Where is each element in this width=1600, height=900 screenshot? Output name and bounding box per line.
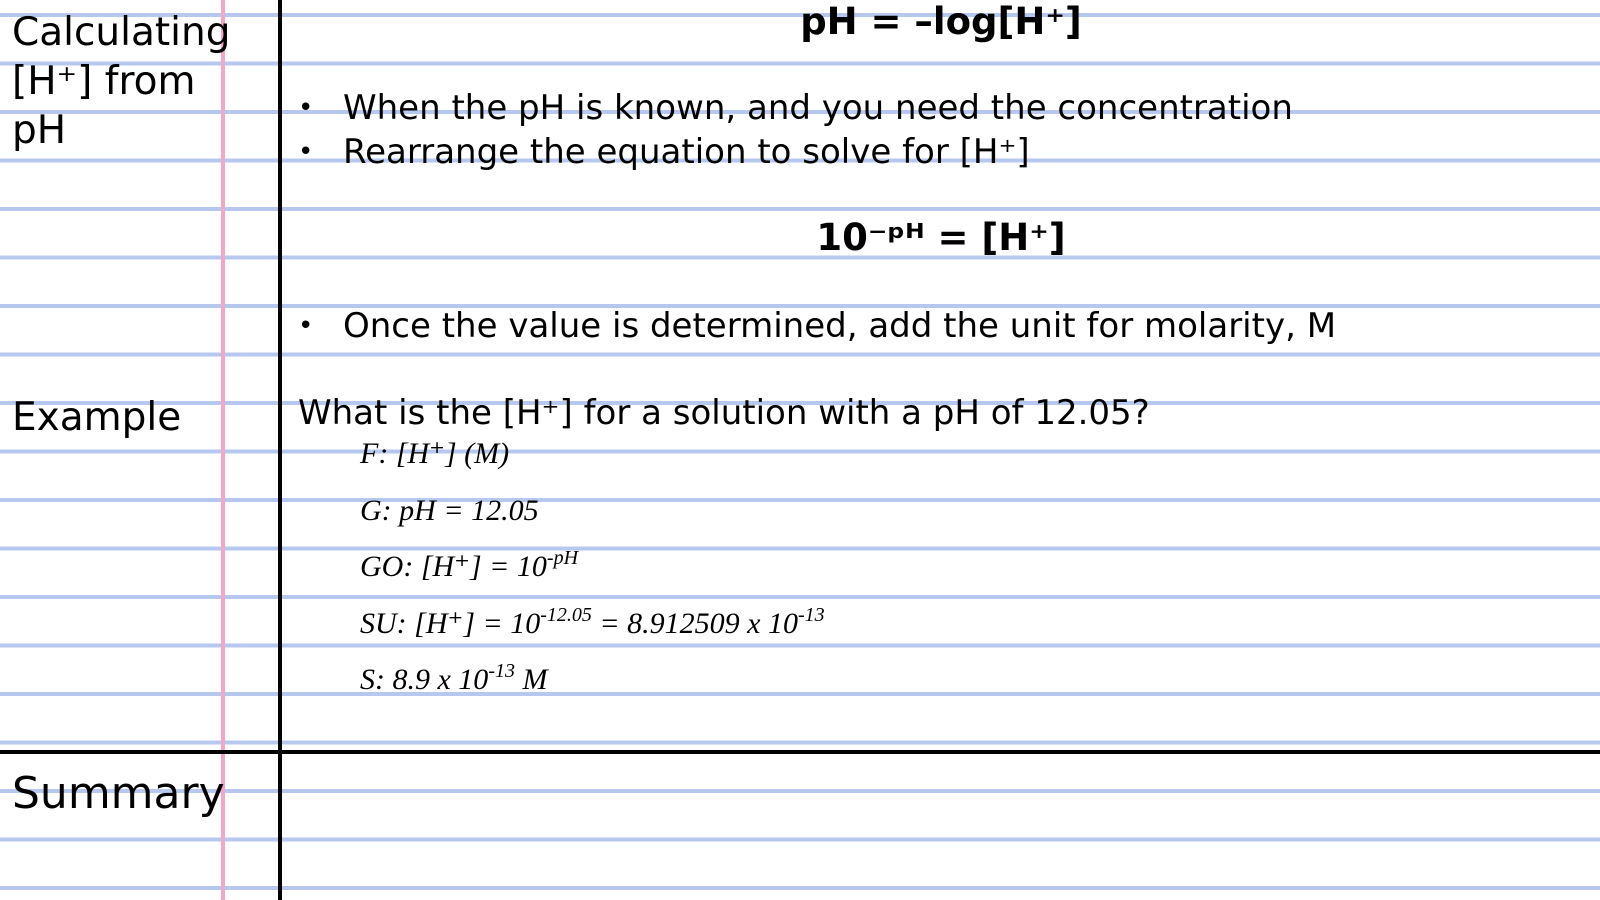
- summary-divider: [0, 750, 1600, 754]
- step-find-text: F: [H⁺] (M): [360, 437, 510, 470]
- topic-line-3: pH: [12, 108, 67, 153]
- step-solve: [360, 658, 825, 715]
- step-go-exponent: -pH: [546, 547, 579, 569]
- column-divider: [278, 0, 282, 900]
- step-given-text: G: pH = 12.05: [360, 493, 539, 527]
- topic-line-2: [H⁺] from: [12, 59, 196, 104]
- step-given: [360, 489, 825, 546]
- bullet-item: • When the pH is known, and you need the concentration: [298, 86, 1293, 130]
- rearranged-equation: 10⁻ᵖᴴ = [H⁺]: [816, 216, 1066, 259]
- bullet-list-bottom: [298, 304, 1336, 348]
- step-solve-exponent: -13: [488, 660, 515, 682]
- example-question: What is the [H⁺] for a solution with a pH of 12.05?: [298, 393, 1150, 433]
- bullet-item: • Once the value is determined, add the unit for molarity, M: [298, 304, 1336, 348]
- solution-steps: [360, 432, 825, 715]
- summary-label: Summary: [12, 768, 225, 819]
- bullet-item: • Rearrange the equation to solve for [H⁺]: [298, 130, 1293, 174]
- step-setup: [360, 602, 825, 659]
- step-setup-middle: = 8.912509 x 10: [591, 606, 798, 640]
- step-find: [360, 432, 825, 489]
- step-go-base: GO: [H⁺] = 10: [360, 550, 547, 583]
- topic-line-1: Calculating: [12, 10, 231, 55]
- step-solve-base: S: 8.9 x 10: [360, 663, 489, 696]
- topic-title: [12, 8, 252, 155]
- ph-equation: pH = –log[H⁺]: [800, 0, 1082, 43]
- step-setup-exponent-1: -12.05: [540, 603, 592, 626]
- bullet-list-top: [298, 86, 1293, 174]
- step-setup-exponent-2: -13: [797, 603, 825, 626]
- step-setup-base: SU: [H⁺] = 10: [360, 606, 541, 640]
- step-go: [360, 545, 825, 602]
- example-label: Example: [12, 395, 182, 440]
- step-solve-unit: M: [514, 663, 548, 696]
